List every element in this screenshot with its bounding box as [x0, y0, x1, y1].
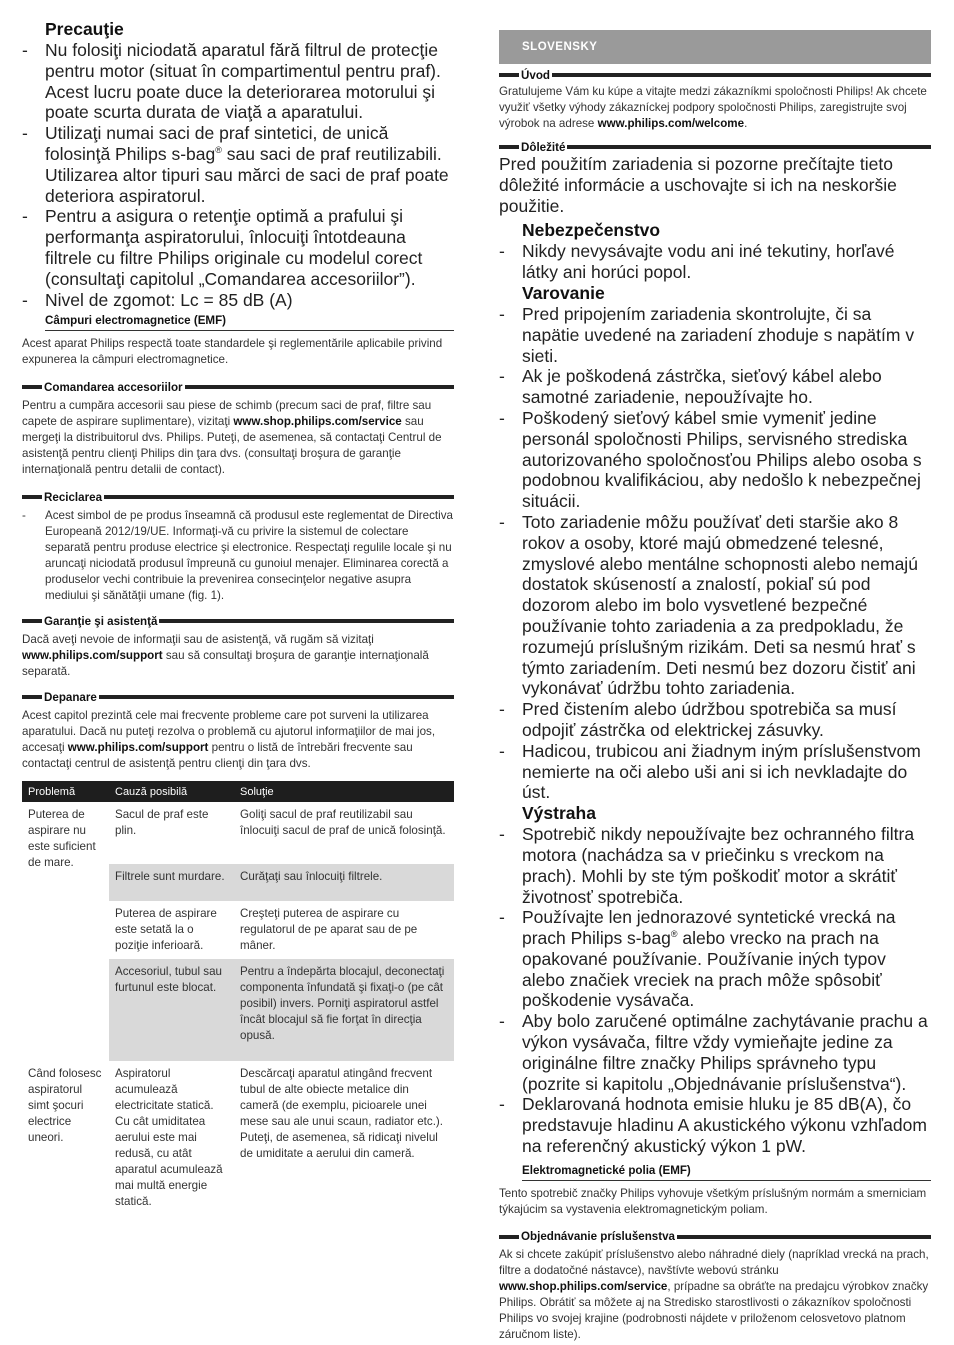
language-banner: SLOVENSKY	[499, 30, 931, 64]
emf-heading: Câmpuri electromagnetice (EMF)	[45, 313, 454, 331]
cause-cell: Puterea de aspirare este setată la o poziţie inferioară.	[109, 901, 234, 959]
list-item: - Aby bolo zaručené optimálne zachytávanie prachu a výkon vysávača, filtre vždy vymieňajte jedine za originálne filtre značky Philips správneho typu (pozrite si kapitolu „Objednávanie príslušenstva“).	[499, 1011, 928, 1094]
list-item: - Nu folosiţi niciodată aparatul fără filtrul de protecţie pentru motor (situat în compartimentul pentru praf). Acest lucru poate duce la deteriorarea motorului şi poate scurta durata de viaţă a aparatului.	[22, 40, 441, 123]
solution-cell: Creşteţi puterea de aspirare cu regulatorul de pe aparat sau de pe mâner.	[234, 901, 454, 959]
cause-cell: Sacul de praf este plin.	[109, 802, 234, 864]
problem-cell: Când folosesc aspiratorul simt şocuri electrice uneori.	[22, 1061, 109, 1215]
precautie-list	[22, 40, 454, 310]
prislusenstvo-text: Ak si chcete zakúpiť príslušenstvo alebo náhradné diely (napríklad vrecká na prach, filtre a dodatočné nástavce), navštívte webovú stránku www.shop.philips.com/service, prípadne sa obráťte na predajcu výrobkov značky Philips. Obrátiť sa môžete aj na Stredisko starostlivosti o zákazníkov spoločnosti Philips vo svojej krajine (podrobnosti nájdete v priloženom celosvetovo platnom záručnom liste).	[499, 1247, 929, 1341]
list-item: - Pentru a asigura o retenţie optimă a prafului şi performanţa aspiratorului, înlocuiţi întotdeauna filtrele cu filtre Philips originale cu modelul corect (consultaţi capitolul „Comandarea accesoriilor”).	[22, 206, 423, 289]
solution-cell: Goliţi sacul de praf reutilizabil sau înlocuiţi sacul de praf de unică folosinţă.	[234, 802, 454, 864]
nebezpecenstvo-heading: Nebezpečenstvo	[522, 220, 661, 241]
solution-cell: Descărcaţi aparatul atingând frecvent tubul de alte obiecte metalice din cameră (de exemplu, picioarele unei mese sau ale unui scaun, radiator etc.). Puteţi, de asemenea, să ridicaţi nivelul de umiditate a aerului din cameră.	[234, 1061, 454, 1215]
precautie-heading: Precauţie	[45, 19, 124, 39]
cause-cell: Filtrele sunt murdare.	[109, 864, 234, 901]
solution-cell: Curăţaţi sau înlocuiţi filtrele.	[234, 864, 454, 901]
col-header-cause: Cauză posibilă	[109, 781, 234, 802]
emf-text: Acest aparat Philips respectă toate standardele şi reglementările aplicabile privind expunerea la câmpuri electromagnetice.	[22, 337, 443, 367]
support-link-2[interactable]: www.philips.com/support	[67, 741, 209, 755]
list-item: - Utilizaţi numai saci de praf sintetici, de unică folosinţă Philips s-bag® sau saci de praf reutilizabili. Utilizarea altor tipuri sau mărci de saci de praf poate deteriora aspiratorul.	[22, 123, 449, 206]
emf-heading-sk: Elektromagnetické polia (EMF)	[522, 1163, 931, 1181]
uvod-text: Gratulujeme Vám ku kúpe a vitajte medzi zákazníkmi spoločnosti Philips! Ak chcete využiť všetky výhody zákazníckej podpory spoločnosti Philips, zaregistrujte svoj výrobok na adrese www.philips.com/welcome.	[499, 85, 927, 130]
garantie-text: Dacă aveţi nevoie de informaţii sau de asistenţă, vă rugăm să vizitaţi www.philips.com/support sau să consultaţi broşura de garanţie internaţională separată.	[22, 633, 429, 679]
table-header-row	[22, 781, 454, 802]
list-item: - Ak je poškodená zástrčka, sieťový kábel alebo samotné zariadenie, nepoužívajte ho.	[499, 366, 882, 408]
depanare-heading: Depanare	[22, 690, 454, 704]
reciclare-heading: Reciclarea	[22, 490, 454, 504]
support-link[interactable]: www.philips.com/support	[22, 649, 163, 663]
emf-text-sk: Tento spotrebič značky Philips vyhovuje všetkým príslušným normám a smerniciam týkajúcim sa vystavenia elektromagnetickým poliam.	[499, 1186, 927, 1216]
list-item: - Hadicou, trubicou ani žiadnym iným príslušenstvom nemierte na oči alebo uši ani si ich nevkladajte do úst.	[499, 740, 921, 803]
depanare-text: Acest capitol prezintă cele mai frecvente probleme care pot surveni la utilizarea aparatului. Dacă nu puteţi rezolva o problemă cu ajutorul informaţiilor de mai jos, accesaţi www.philips.com/support pentru o listă de întrebări frecvente sau contactaţi centrul de asistenţă pentru clienţi din ţara dvs.	[22, 709, 436, 771]
list-item: - Spotrebič nikdy nepoužívajte bez ochranného filtra motora (nachádza sa v priečinku s vreckom na prach). Mohli by ste tým poškodiť motor a skrátiť životnosť spotrebiča.	[499, 824, 915, 907]
table-row	[22, 1061, 454, 1215]
solution-cell: Pentru a îndepărta blocajul, deconectaţi componenta înfundată şi fixaţi-o (pe cât posibil) invers. Porniţi aspiratorul astfel încât blocajul să fie forţat în direcţia opusă.	[234, 959, 454, 1061]
problem-cell: Puterea de aspirare nu este suficient de mare.	[22, 802, 109, 1061]
list-item: - Nikdy nevysávajte vodu ani iné tekutiny, horľavé látky ani horúci popol.	[499, 241, 895, 283]
list-item: - Poškodený sieťový kábel smie vymeniť jedine personál spoločnosti Philips, servisného strediska autorizovaného spoločnosťou Philips alebo osoba s podobnou kvalifikáciou, aby nedošlo k nebezpečnej situácii.	[499, 407, 922, 512]
col-header-problem: Problemă	[22, 781, 109, 802]
vystraha-list	[499, 824, 931, 1157]
varovanie-heading: Varovanie	[522, 282, 605, 303]
shop-link[interactable]: www.shop.philips.com/service	[233, 415, 402, 429]
col-header-solution: Soluţie	[234, 781, 454, 802]
shop-link-sk[interactable]: www.shop.philips.com/service	[499, 1279, 668, 1293]
prislusenstvo-heading: Objednávanie príslušenstva	[499, 1230, 931, 1244]
reciclare-text: - Acest simbol de pe produs înseamnă că produsul este reglementat de Directiva Europeană 2012/19/UE. Informaţi-vă cu privire la sistemul de colectare separată pentru produse electrice şi electronice. Respectaţi regulile locale şi nu aruncaţi niciodată produsul împreună cu gunoiul menajer. Eliminarea corectă a produselor vechi contribuie la prevenirea consecinţelor negative asupra mediului şi sănătăţii umane (fig. 1).	[22, 509, 453, 603]
garantie-heading: Garanţie şi asistenţă	[22, 614, 454, 628]
varovanie-list	[499, 304, 931, 803]
cause-cell: Aspiratorul acumulează electricitate statică. Cu cât umiditatea aerului este mai redusă, cu atât aparatul acumulează mai multă energie statică.	[109, 1061, 234, 1215]
dolezite-intro: Pred použitím zariadenia si pozorne prečítajte tieto dôležité informácie a uschovajte si ich na neskoršie použitie.	[499, 154, 897, 216]
troubleshooting-table	[22, 781, 454, 1215]
list-item: - Deklarovaná hodnota emisie hluku je 85 dB(A), čo predstavuje hladinu A akustického výkonu vzhľadom na referenčný akustický výkon 1 pW.	[499, 1094, 927, 1157]
list-item: - Používajte len jednorazové syntetické vrecká na prach Philips s-bag® alebo vrecko na prach na opakované používanie. Používanie iných typov alebo značiek vreciek na prach môže spôsobiť poškodenie vysávača.	[499, 907, 896, 1011]
welcome-link[interactable]: www.philips.com/welcome	[597, 117, 745, 130]
left-column	[22, 0, 454, 1215]
accesorii-heading: Comandarea accesoriilor	[22, 380, 454, 394]
accesorii-text: Pentru a cumpăra accesorii sau piese de schimb (precum saci de praf, filtre sau capete de aspirare suplimentare), vizitaţi www.shop.philips.com/service sau mergeţi la distribuitorul dvs. Philips. Puteţi, de asemenea, să contactaţi Centrul de asistenţă pentru clienţi Philips din ţara dvs. (consultaţi broşura de garanţie internaţională pentru detalii de contact).	[22, 399, 442, 477]
vystraha-heading: Výstraha	[522, 803, 596, 824]
uvod-heading: Úvod	[499, 68, 931, 82]
cause-cell: Accesoriul, tubul sau furtunul este blocat.	[109, 959, 234, 1061]
dolezite-heading: Dôležité	[499, 140, 931, 154]
list-item: - Nivel de zgomot: Lc = 85 dB (A)	[22, 289, 293, 310]
list-item: - Pred pripojením zariadenia skontrolujte, či sa napätie uvedené na zariadení zhoduje s napätím v sieti.	[499, 303, 915, 366]
list-item: - Pred čistením alebo údržbou spotrebiča sa musí odpojiť zástrčka od elektrickej zásuvky.	[499, 699, 897, 740]
list-item: - Toto zariadenie môžu používať deti staršie ako 8 rokov a osoby, ktoré majú obmedzené telesné, zmyslové alebo mentálne schopnosti alebo nemajú dostatok skúseností a znalostí, pokiaľ sú pod dozorom alebo im bolo vysvetlené bezpečné používanie tohto zariadenia a za predpokladu, že rozumejú príslušným rizikám. Deti sa nesmú hrať s týmto zariadením. Deti nesmú bez dozoru čistiť ani vykonávať údržbu tohto zariadenia.	[499, 511, 918, 699]
right-column	[499, 0, 931, 1343]
table-row	[22, 802, 454, 864]
